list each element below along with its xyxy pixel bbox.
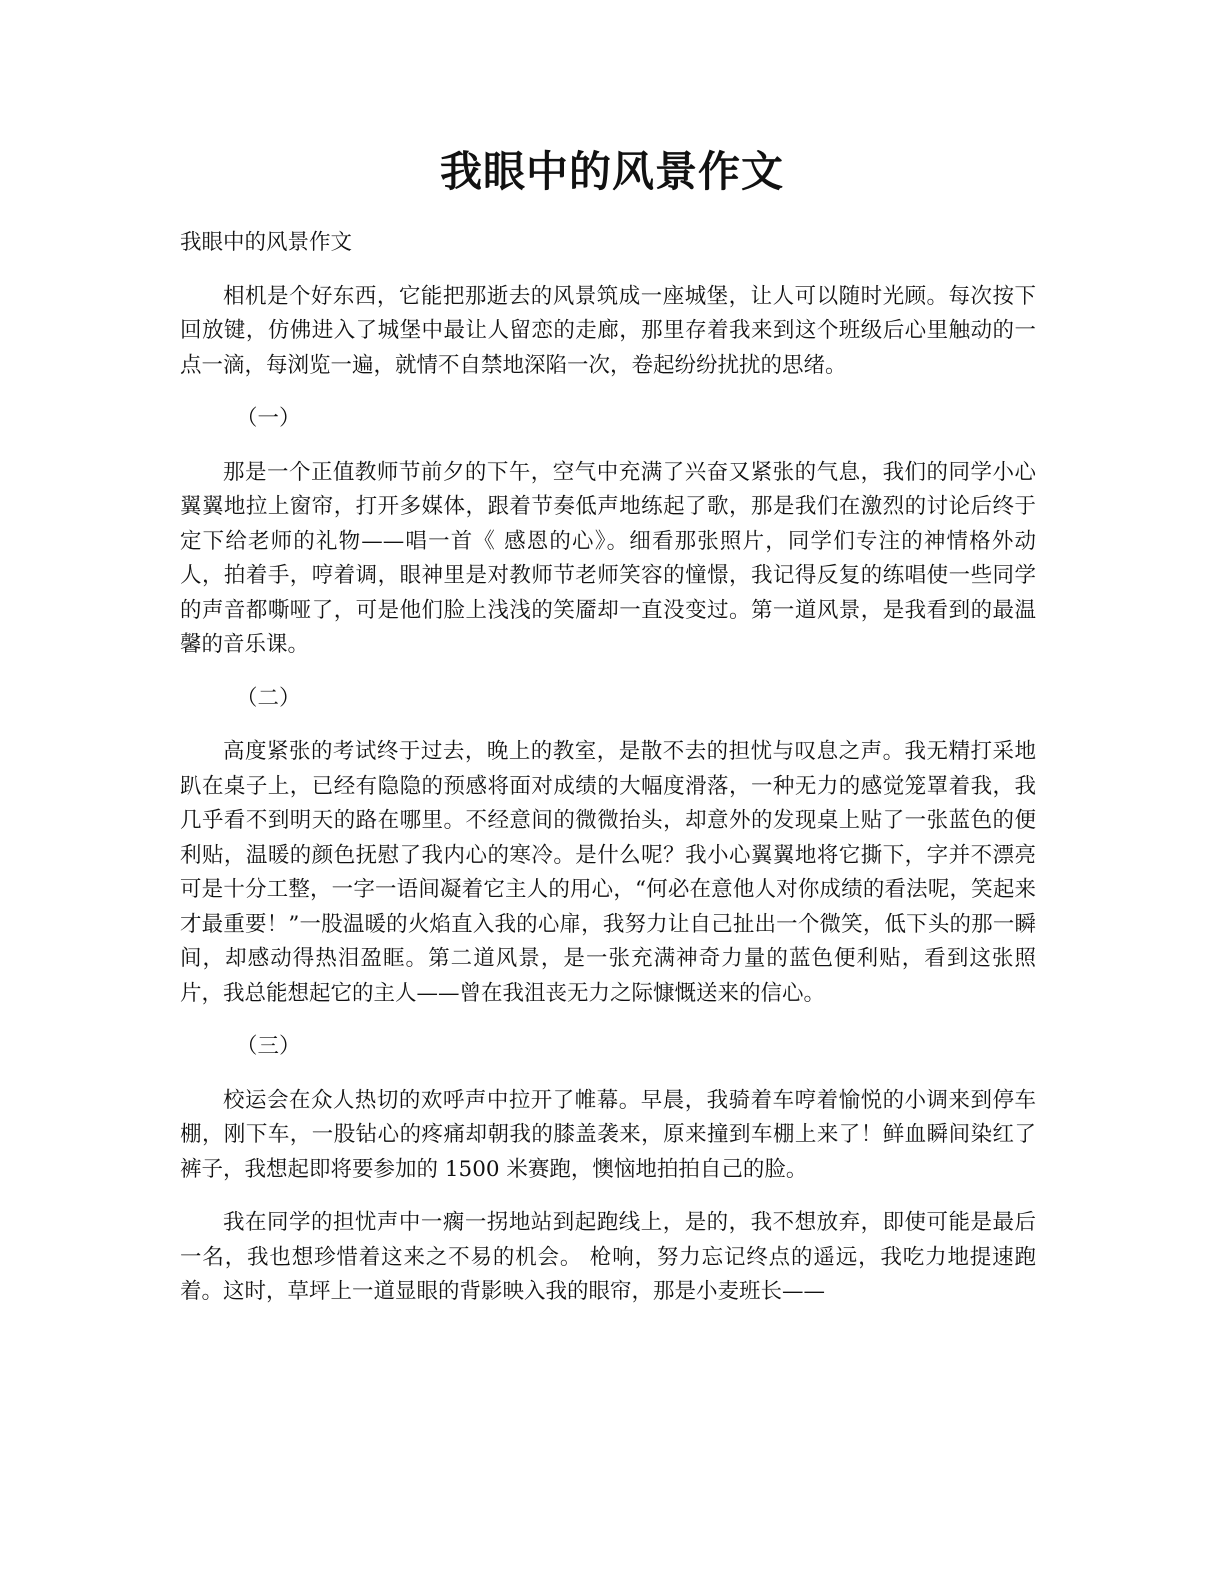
paragraph-section-2: 高度紧张的考试终于过去，晚上的教室，是散不去的担忧与叹息之声。我无精打采地趴在桌子上，已经有隐隐的预感将面对成绩的大幅度滑落，一种无力的感觉笼罩着我，我几乎看不到明天的路在哪里。不经意间的微微抬头，却意外的发现桌上贴了一张蓝色的便利贴，温暖的颜色抚慰了我内心的寒冷。是什么呢？我小心翼翼地将它撕下，字并不漂亮可是十分工整，一字一语间凝着它主人的用心，“何必在意他人对你成绩的看法呢，笑起来才最重要！”一股温暖的火焰直入我的心扉，我努力让自己扯出一个微笑，低下头的那一瞬间，却感动得热泪盈眶。第二道风景，是一张充满神奇力量的蓝色便利贴，看到这张照片，我总能想起它的主人——曾在我沮丧无力之际慷慨送来的信心。	[180, 739, 1036, 1006]
paragraph-section-3a: 校运会在众人热切的欢呼声中拉开了帷幕。早晨，我骑着车哼着愉悦的小调来到停车棚，刚下车，一股钻心的疼痛却朝我的膝盖袭来，原来撞到车棚上来了！鲜血瞬间染红了裤子，我想起即将要参加的 1500 米赛跑，懊恼地拍拍自己的脸。	[180, 1087, 1036, 1182]
section-marker-2: （二）	[236, 685, 301, 711]
document-subtitle: 我眼中的风景作文	[180, 230, 353, 255]
section-marker-1: （一）	[236, 406, 301, 431]
paragraph-section-3b: 我在同学的担忧声中一瘸一拐地站到起跑线上，是的，我不想放弃，即使可能是最后一名，我也想珍惜着这来之不易的机会。 枪响，努力忘记终点的遥远，我吃力地提速跑着。这时，草坪上一道显眼的背影映入我的眼帘，那是小麦班长——	[180, 1210, 1036, 1304]
document-title: 我眼中的风景作文	[439, 147, 784, 196]
document-body	[180, 226, 1036, 1329]
paragraph-section-1: 那是一个正值教师节前夕的下午，空气中充满了兴奋又紧张的气息，我们的同学小心翼翼地拉上窗帘，打开多媒体，跟着节奏低声地练起了歌，那是我们在激烈的讨论后终于定下给老师的礼物——唱一首《 感恩的心》。细看那张照片，同学们专注的神情格外动人，拍着手，哼着调，眼神里是对教师节老师笑容的憧憬，我记得反复的练唱使一些同学的声音都嘶哑了，可是他们脸上浅浅的笑靥却一直没变过。第一道风景，是我看到的最温馨的音乐课。	[180, 459, 1036, 657]
paragraph-intro: 相机是个好东西，它能把那逝去的风景筑成一座城堡，让人可以随时光顾。每次按下回放键，仿佛进入了城堡中最让人留恋的走廊，那里存着我来到这个班级后心里触动的一点一滴，每浏览一遍，就情不自禁地深陷一次，卷起纷纷扰扰的思绪。	[180, 283, 1036, 378]
section-marker-3: （三）	[236, 1034, 301, 1059]
